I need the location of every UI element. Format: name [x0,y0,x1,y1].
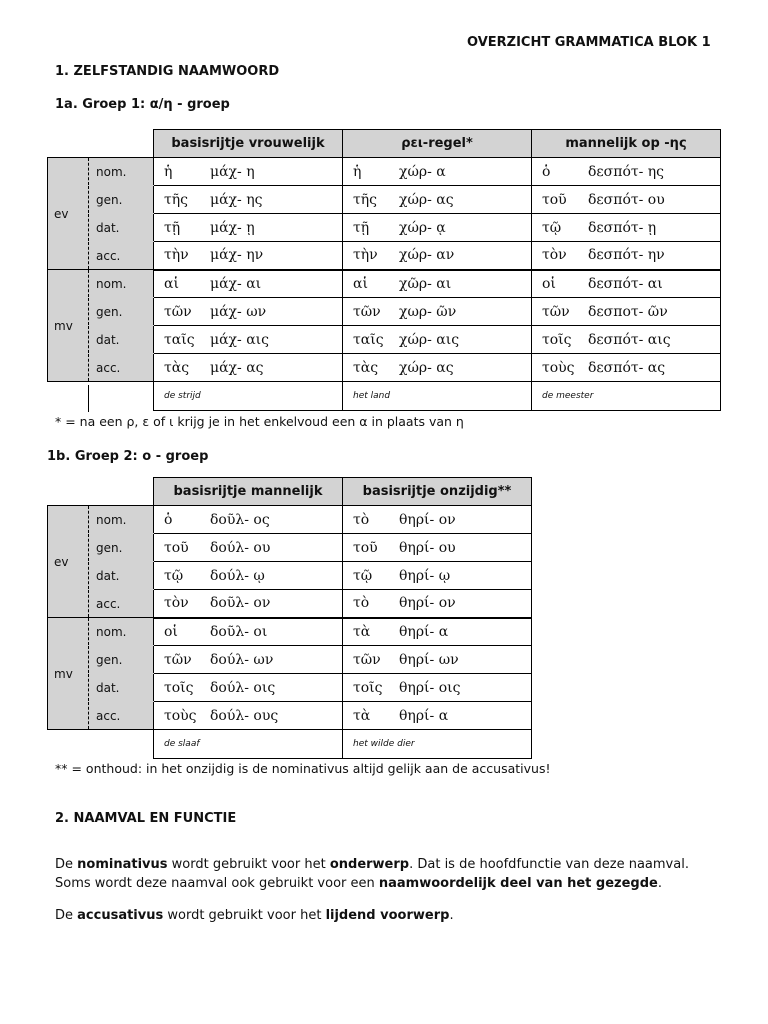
declension-cell [154,702,343,730]
word-form: χώρ- α [399,163,446,180]
translation: de strijd [154,382,343,411]
article: αἱ [353,275,368,292]
article: τὸν [164,595,189,612]
table-row [48,562,532,590]
article: τῶν [353,651,381,668]
word-form: χώρ- ας [399,359,454,376]
term-onderwerp: onderwerp [329,857,410,872]
word-form: δεσπότ- αι [588,275,663,292]
translation-blank [48,730,154,759]
article: τῷ [164,567,184,584]
declension-cell [343,562,532,590]
case-label: gen. [89,534,154,562]
text-run: De [55,908,78,923]
declension-cell [154,298,343,326]
article: τὰ [353,707,371,724]
table-row [48,158,721,186]
declension-cell [343,158,532,186]
word-form: μάχ- ης [210,191,263,208]
translation-row [48,382,721,411]
declension-table-group-2 [47,477,532,759]
article: τῶν [164,303,192,320]
table-row [48,242,721,270]
translation-blank [48,382,154,411]
article: οἱ [542,275,556,292]
article: τοῖς [164,679,194,696]
word-form: δοῦλ- ον [210,595,271,612]
article: τῶν [164,651,192,668]
word-form: θηρί- ων [399,651,459,668]
word-form: δεσπότ- ης [588,163,665,180]
section-1-title: 1. ZELFSTANDIG NAAMWOORD [55,64,280,79]
column-header: mannelijk op -ης [532,130,721,158]
text-run: De [55,857,78,872]
declension-cell [154,534,343,562]
table-row [48,590,532,618]
article: τῷ [542,219,562,236]
column-header: basisrijtje vrouwelijk [154,130,343,158]
word-form: δούλ- ους [210,707,279,724]
translation: de meester [532,382,721,411]
article: τοῦ [353,539,378,556]
word-form: χωρ- ῶν [399,303,457,320]
word-form: μάχ- ην [210,247,264,264]
word-form: μάχ- αις [210,331,270,348]
term-accusativus: accusativus [77,908,164,923]
case-label: acc. [89,354,154,382]
text-run: . Dat is de hoofdfunctie van deze naamval. [409,857,689,872]
number-label-ev: ev [48,158,89,270]
declension-cell [154,242,343,270]
section-1a-title: 1a. Groep 1: α/η - groep [55,97,230,112]
table-row [48,506,532,534]
word-form: δούλ- ων [210,651,274,668]
article: τοῦ [542,191,567,208]
declension-cell [154,186,343,214]
declension-cell [154,562,343,590]
case-label: acc. [89,702,154,730]
case-label: nom. [89,618,154,646]
declension-cell [343,534,532,562]
declension-cell [343,242,532,270]
table-row [48,214,721,242]
table-row [48,646,532,674]
article: τὰ [353,623,371,640]
declension-cell [154,158,343,186]
case-label: gen. [89,298,154,326]
text-run: wordt gebruikt voor het [163,908,326,923]
case-label: gen. [89,186,154,214]
translation: het wilde dier [343,730,532,759]
article: τοῖς [353,679,383,696]
translation-row [48,730,532,759]
declension-cell [154,270,343,298]
term-naamwoordelijk-deel: naamwoordelijk deel van het gezegde [378,876,658,891]
word-form: δοῦλ- ος [210,511,270,528]
case-label: acc. [89,242,154,270]
article: ταῖς [164,331,195,348]
declension-cell [154,506,343,534]
word-form: δεσποτ- ῶν [588,303,668,320]
declension-cell [532,186,721,214]
word-form: δεσπότ- ῃ [588,219,657,236]
declension-cell [343,674,532,702]
word-form: δεσπότ- ου [588,191,665,208]
case-label: dat. [89,562,154,590]
word-form: δεσπότ- ην [588,247,665,264]
case-label: gen. [89,646,154,674]
article: ὁ [542,163,551,180]
word-form: χώρ- αν [399,247,455,264]
article: τὸ [353,511,370,528]
case-label: dat. [89,326,154,354]
word-form: δεσπότ- ας [588,359,666,376]
declension-table-group-1 [47,129,721,411]
case-label: nom. [89,506,154,534]
word-form: δοῦλ- οι [210,623,268,640]
text-run: . [657,876,663,891]
table-row [48,618,532,646]
declension-cell [154,590,343,618]
word-form: θηρί- α [399,623,449,640]
declension-cell [343,354,532,382]
article: τὰς [164,359,190,376]
article: τῇ [353,219,370,236]
article: τῆς [164,191,188,208]
declension-cell [532,326,721,354]
article: τοὺς [542,359,575,376]
table-row [48,326,721,354]
paragraph-nominativus-line-1 [55,855,689,874]
text-run: wordt gebruikt voor het [167,857,330,872]
word-form: θηρί- ον [399,595,456,612]
article: ὁ [164,511,173,528]
case-label: acc. [89,590,154,618]
declension-cell [343,590,532,618]
article: τοὺς [164,707,197,724]
article: τῇ [164,219,181,236]
word-form: θηρί- οις [399,679,461,696]
declension-cell [154,618,343,646]
number-label-ev: ev [48,506,89,618]
case-label: nom. [89,270,154,298]
table-row [48,534,532,562]
table-row [48,674,532,702]
translation: het land [343,382,532,411]
declension-cell [154,214,343,242]
table-1-dashed-line [88,385,89,412]
word-form: δούλ- ῳ [210,567,265,584]
case-label: dat. [89,214,154,242]
number-label-mv: mv [48,618,89,730]
case-label: dat. [89,674,154,702]
word-form: χώρ- ας [399,191,454,208]
article: τὴν [353,247,378,264]
word-form: χῶρ- αι [399,275,452,292]
declension-cell [532,270,721,298]
declension-cell [532,242,721,270]
column-header: basisrijtje onzijdig** [343,478,532,506]
article: τὴν [164,247,189,264]
declension-cell [154,354,343,382]
article: τὰς [353,359,379,376]
word-form: χώρ- αις [399,331,460,348]
article: ταῖς [353,331,384,348]
article: τοῖς [542,331,572,348]
column-header: ρει-regel* [343,130,532,158]
article: τῶν [353,303,381,320]
article: ἡ [164,163,173,180]
header-blank [48,130,154,158]
article: ἡ [353,163,362,180]
declension-cell [154,326,343,354]
article: τῷ [353,567,373,584]
word-form: χώρ- ᾳ [399,219,446,236]
article: τοῦ [164,539,189,556]
declension-cell [532,158,721,186]
declension-cell [532,214,721,242]
article: αἱ [164,275,179,292]
header-blank [48,478,154,506]
footnote-rei-rule: * = na een ρ, ε of ι krijg je in het enkelvoud een α in plaats van η [55,414,464,429]
article: τὸ [353,595,370,612]
number-label-mv: mv [48,270,89,382]
word-form: θηρί- ον [399,511,456,528]
declension-cell [343,326,532,354]
article: τῶν [542,303,570,320]
article: τῆς [353,191,377,208]
translation: de slaaf [154,730,343,759]
declension-cell [343,298,532,326]
term-nominativus: nominativus [77,857,168,872]
declension-cell [343,186,532,214]
section-1b-title: 1b. Groep 2: ο - groep [47,449,209,464]
paragraph-accusativus [55,906,454,925]
declension-cell [532,354,721,382]
word-form: θηρί- ου [399,539,456,556]
document-title: OVERZICHT GRAMMATICA BLOK 1 [467,35,711,50]
table-row [48,702,532,730]
declension-cell [343,618,532,646]
paragraph-nominativus [55,855,689,893]
case-label: nom. [89,158,154,186]
article: οἱ [164,623,178,640]
declension-cell [343,270,532,298]
word-form: δεσπότ- αις [588,331,671,348]
word-form: δούλ- οις [210,679,276,696]
paragraph-nominativus-line-2 [55,874,689,893]
declension-cell [532,298,721,326]
table-row [48,186,721,214]
word-form: μάχ- ῃ [210,219,255,236]
declension-cell [343,506,532,534]
word-form: μάχ- ας [210,359,264,376]
declension-cell [154,646,343,674]
header-row [48,478,532,506]
word-form: θηρί- α [399,707,449,724]
word-form: μάχ- ων [210,303,267,320]
declension-cell [343,702,532,730]
text-run: Soms wordt deze naamval ook gebruikt voor een [55,876,379,891]
declension-cell [343,214,532,242]
table-row [48,354,721,382]
declension-cell [343,646,532,674]
word-form: θηρί- ῳ [399,567,451,584]
header-row [48,130,721,158]
word-form: μάχ- η [210,163,255,180]
term-lijdend-voorwerp: lijdend voorwerp [325,908,450,923]
word-form: μάχ- αι [210,275,262,292]
declension-cell [154,674,343,702]
footnote-neuter: ** = onthoud: in het onzijdig is de nominativus altijd gelijk aan de accusativus! [55,761,551,776]
column-header: basisrijtje mannelijk [154,478,343,506]
text-run: . [449,908,454,923]
table-row [48,298,721,326]
table-row [48,270,721,298]
section-2-title: 2. NAAMVAL EN FUNCTIE [55,811,237,826]
word-form: δούλ- ου [210,539,271,556]
article: τὸν [542,247,567,264]
